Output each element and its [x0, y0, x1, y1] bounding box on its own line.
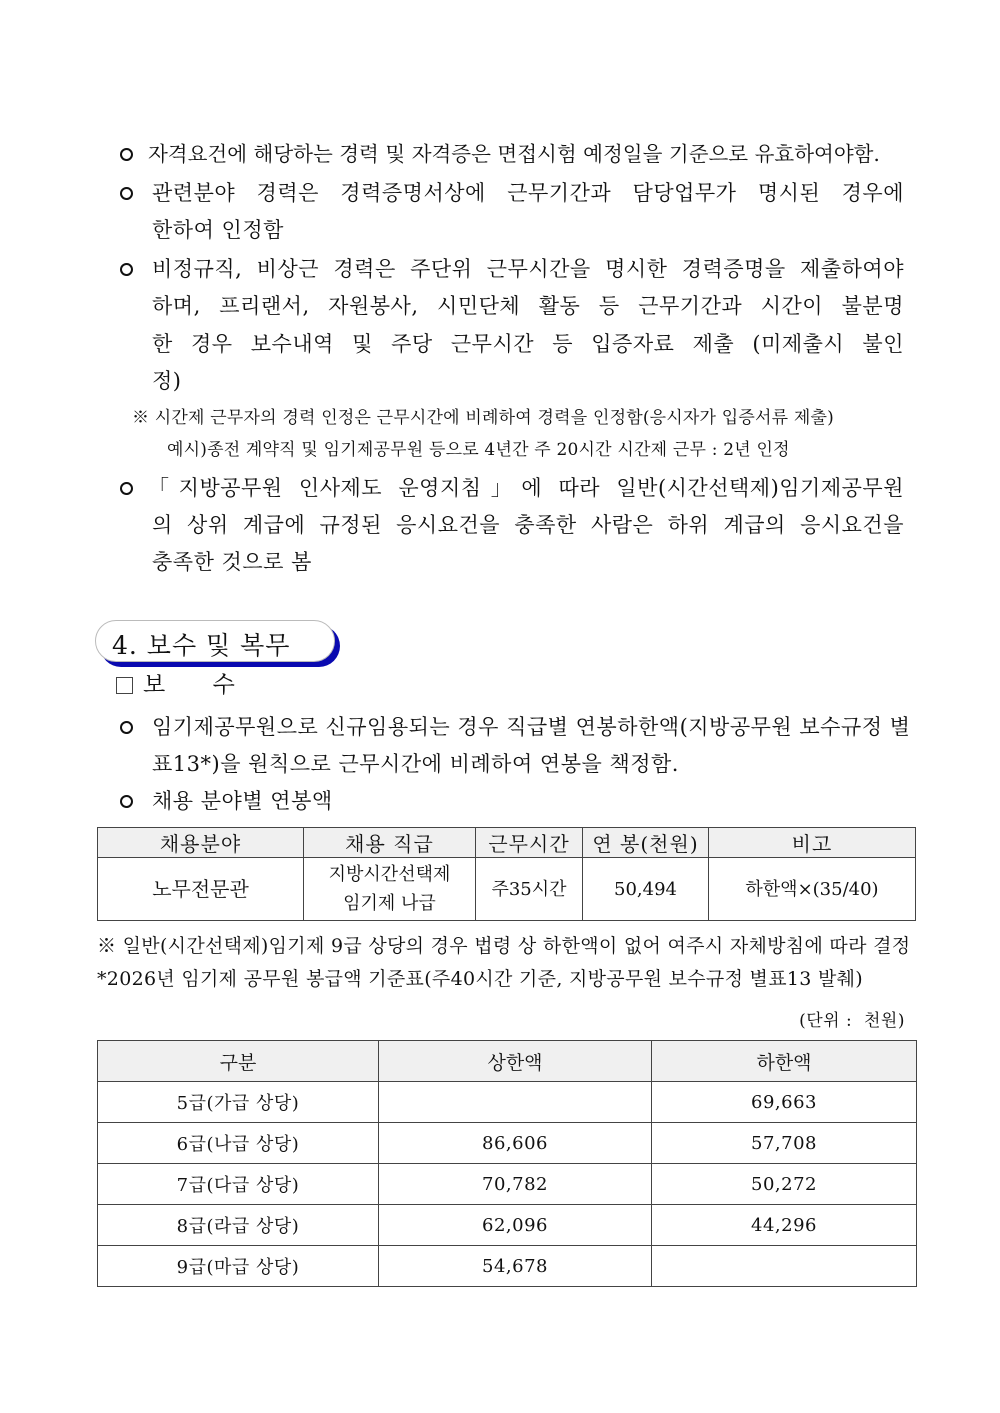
cell-work-hours: 주35시간	[476, 858, 583, 921]
note-part-time-example: 예시)종전 계약직 및 임기제공무원 등으로 4년간 주 20시간 시간제 근무 : 2년 인정	[167, 440, 790, 460]
paragraph-qualification-validity: 자격요건에 해당하는 경력 및 자격증은 면접시험 예정일을 기준으로 유효하여야함.	[148, 142, 880, 166]
bullet-circle-icon	[120, 721, 133, 734]
subsection-title: 보 수	[143, 672, 236, 698]
cell-remarks: 하한액×(35/40)	[709, 858, 916, 921]
cell-grade: 9급(마급 상당)	[98, 1246, 379, 1287]
cell-upper: 70,782	[379, 1164, 652, 1205]
bullet-circle-icon	[120, 263, 133, 276]
paragraph-hr-guideline-3: 충족한 것으로 봄	[152, 550, 312, 574]
paragraph-salary-by-field: 채용 분야별 연봉액	[152, 789, 333, 813]
table-header-row	[98, 828, 916, 858]
cell-grade: 5급(가급 상당)	[98, 1082, 379, 1123]
bullet-circle-icon	[120, 795, 133, 808]
note-part-time-career: ※ 시간제 근무자의 경력 인정은 근무시간에 비례하여 경력을 인정함(응시자가 입증서류 제출)	[132, 408, 834, 428]
header-work-hours: 근무시간	[476, 828, 583, 858]
cell-lower: 50,272	[652, 1164, 917, 1205]
header-lower-limit: 하한액	[652, 1041, 917, 1082]
note-salary-standard-2026: *2026년 임기제 공무원 봉급액 기준표(주40시간 기준, 지방공무원 보수규정 별표13 발췌)	[97, 968, 864, 990]
header-remarks: 비고	[709, 828, 916, 858]
salary-standard-table	[97, 1040, 917, 1287]
note-grade9-policy: ※ 일반(시간선택제)임기제 9급 상당의 경우 법령 상 하한액이 없어 여주시 자체방침에 따라 결정	[97, 935, 911, 957]
unit-label: (단위 : 천원)	[799, 1011, 905, 1031]
paragraph-related-career: 관련분야 경력은 경력증명서상에 근무기간과 담당업무가 명시된 경우에	[152, 181, 904, 205]
bullet-circle-icon	[120, 482, 133, 495]
header-field: 채용분야	[98, 828, 304, 858]
cell-lower	[652, 1246, 917, 1287]
header-category: 구분	[98, 1041, 379, 1082]
table-row	[98, 858, 916, 921]
checkbox-square-icon	[116, 677, 133, 694]
bullet-circle-icon	[120, 148, 133, 161]
paragraph-irregular-career-4: 정)	[152, 369, 182, 393]
paragraph-related-career-cont: 한하여 인정함	[152, 218, 284, 242]
table-row	[98, 1205, 917, 1246]
table-row	[98, 1123, 917, 1164]
paragraph-irregular-career: 비정규직, 비상근 경력은 주단위 근무시간을 명시한 경력증명을 제출하여야	[152, 257, 904, 281]
bullet-circle-icon	[120, 187, 133, 200]
table-row	[98, 1164, 917, 1205]
paragraph-pay-policy: 임기제공무원으로 신규임용되는 경우 직급별 연봉하한액(지방공무원 보수규정 별	[152, 715, 911, 739]
table-row	[98, 1246, 917, 1287]
section-heading-pill	[95, 620, 335, 662]
cell-field: 노무전문관	[98, 858, 304, 921]
cell-grade: 8급(라급 상당)	[98, 1205, 379, 1246]
cell-upper: 86,606	[379, 1123, 652, 1164]
section-title: 4. 보수 및 복무	[112, 631, 291, 660]
cell-grade: 6급(나급 상당)	[98, 1123, 379, 1164]
table-header-row	[98, 1041, 917, 1082]
cell-grade-line2: 임기제 나급	[343, 893, 436, 914]
cell-upper: 54,678	[379, 1246, 652, 1287]
cell-grade: 7급(다급 상당)	[98, 1164, 379, 1205]
paragraph-pay-policy-2: 표13*)을 원칙으로 근무시간에 비례하여 연봉을 책정함.	[152, 752, 679, 776]
cell-grade-line1: 지방시간선택제	[328, 864, 451, 885]
header-upper-limit: 상한액	[379, 1041, 652, 1082]
cell-grade	[304, 858, 476, 921]
header-grade: 채용 직급	[304, 828, 476, 858]
paragraph-hr-guideline: 「지방공무원 인사제도 운영지침」에 따라 일반(시간선택제)임기제공무원	[148, 476, 904, 500]
cell-upper	[379, 1082, 652, 1123]
cell-lower: 44,296	[652, 1205, 917, 1246]
cell-lower: 57,708	[652, 1123, 917, 1164]
salary-by-field-table	[97, 827, 916, 921]
cell-lower: 69,663	[652, 1082, 917, 1123]
cell-upper: 62,096	[379, 1205, 652, 1246]
cell-annual-salary: 50,494	[583, 858, 709, 921]
paragraph-irregular-career-3: 한 경우 보수내역 및 주당 근무시간 등 입증자료 제출 (미제출시 불인	[152, 332, 904, 356]
header-annual-salary: 연 봉(천원)	[583, 828, 709, 858]
paragraph-irregular-career-2: 하며, 프리랜서, 자원봉사, 시민단체 활동 등 근무기간과 시간이 불분명	[152, 294, 904, 318]
table-row	[98, 1082, 917, 1123]
paragraph-hr-guideline-2: 의 상위 계급에 규정된 응시요건을 충족한 사람은 하위 계급의 응시요건을	[152, 513, 904, 537]
